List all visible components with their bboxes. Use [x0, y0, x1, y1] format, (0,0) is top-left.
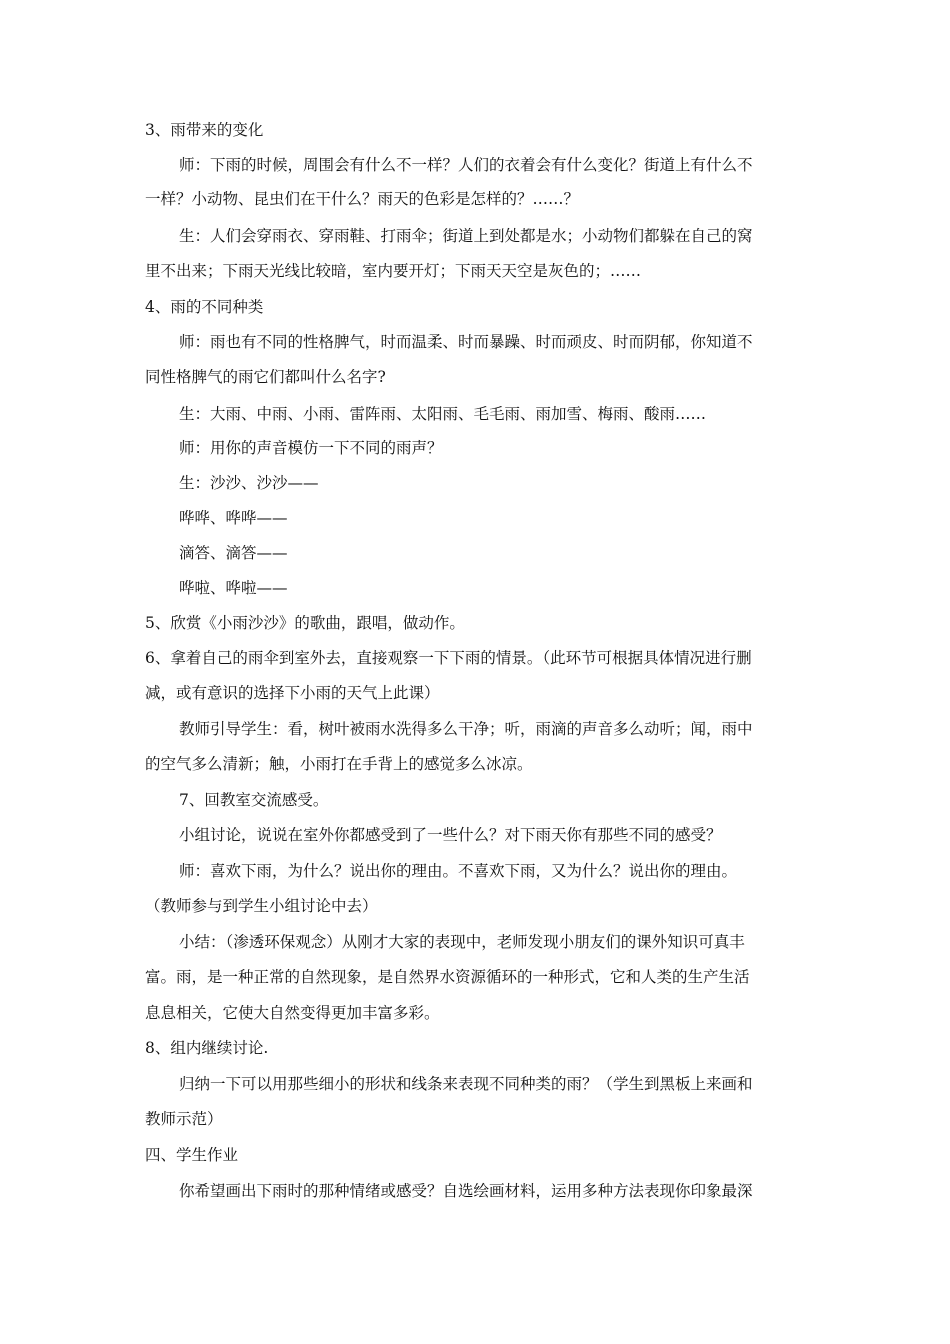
paragraph-line: 归纳一下可以用那些细小的形状和线条来表现不同种类的雨？（学生到黑板上来画和 — [179, 1075, 753, 1093]
paragraph-line: 师：喜欢下雨，为什么？说出你的理由。不喜欢下雨，又为什么？说出你的理由。 — [179, 862, 738, 880]
section-7-title: 7、回教室交流感受。 — [179, 791, 329, 809]
section-6-title: 6、拿着自己的雨伞到室外去，直接观察一下下雨的情景。（此环节可根据具体情况进行删 — [145, 649, 752, 667]
paragraph-line: 里不出来；下雨天光线比较暗，室内要开灯；下雨天天空是灰色的；…… — [145, 262, 642, 280]
section-4-title: 4、雨的不同种类 — [145, 298, 264, 316]
paragraph-line: 你希望画出下雨时的那种情绪或感受？自选绘画材料，运用多种方法表现你印象最深 — [179, 1182, 753, 1200]
paragraph-line: 师：下雨的时候，周围会有什么不一样？人们的衣着会有什么变化？街道上有什么不 — [179, 156, 753, 174]
paragraph-line: 减，或有意识的选择下小雨的天气上此课） — [145, 684, 440, 702]
paragraph-line: 息息相关，它使大自然变得更加丰富多彩。 — [145, 1004, 440, 1022]
paragraph-line: （教师参与到学生小组讨论中去） — [145, 897, 378, 915]
paragraph-line: 生：人们会穿雨衣、穿雨鞋、打雨伞；街道上到处都是水；小动物们都躲在自己的窝 — [179, 227, 753, 245]
paragraph-line: 小组讨论，说说在室外你都感受到了一些什么？对下雨天你有那些不同的感受？ — [179, 826, 722, 844]
paragraph-line: 师：用你的声音模仿一下不同的雨声？ — [179, 439, 443, 457]
paragraph-line: 哗啦、哗啦—— — [179, 579, 288, 597]
paragraph-line: 哗哗、哗哗—— — [179, 509, 288, 527]
section-5-title: 5、欣赏《小雨沙沙》的歌曲，跟唱，做动作。 — [145, 614, 465, 632]
paragraph-line: 教师引导学生：看，树叶被雨水洗得多么干净；听，雨滴的声音多么动听；闻，雨中 — [179, 720, 753, 738]
part-4-title: 四、学生作业 — [145, 1146, 239, 1164]
section-3-title: 3、雨带来的变化 — [145, 121, 264, 139]
paragraph-line: 富。雨，是一种正常的自然现象，是自然界水资源循环的一种形式，它和人类的生产生活 — [145, 968, 750, 986]
paragraph-line: 的空气多么清新；触，小雨打在手背上的感觉多么冰凉。 — [145, 755, 533, 773]
paragraph-line: 小结：（渗透环保观念）从刚才大家的表现中，老师发现小朋友们的课外知识可真丰 — [179, 933, 745, 951]
paragraph-line: 生：沙沙、沙沙—— — [179, 474, 319, 492]
paragraph-line: 一样？小动物、昆虫们在干什么？雨天的色彩是怎样的？……？ — [145, 190, 580, 208]
paragraph-line: 师：雨也有不同的性格脾气，时而温柔、时而暴躁、时而顽皮、时而阴郁，你知道不 — [179, 333, 753, 351]
paragraph-line: 生：大雨、中雨、小雨、雷阵雨、太阳雨、毛毛雨、雨加雪、梅雨、酸雨…… — [179, 405, 707, 423]
paragraph-line: 滴答、滴答—— — [179, 544, 288, 562]
paragraph-line: 同性格脾气的雨它们都叫什么名字? — [145, 368, 386, 386]
paragraph-line: 教师示范） — [145, 1110, 223, 1128]
section-8-title: 8、组内继续讨论. — [145, 1039, 269, 1057]
